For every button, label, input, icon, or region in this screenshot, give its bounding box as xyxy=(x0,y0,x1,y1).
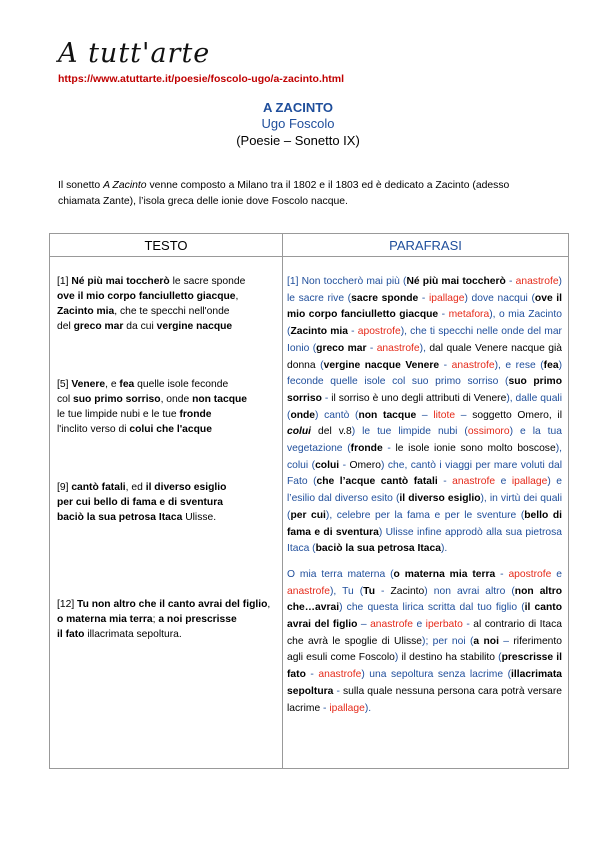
verse-segment: da cui xyxy=(123,321,157,332)
verse-segment: , onde xyxy=(160,394,193,405)
paraphrase-segment: al contrario di Itaca che avrà le spoglie di Ulisse xyxy=(287,619,562,647)
paraphrase-segment: - xyxy=(505,276,516,287)
figure-of-speech: anastrofe xyxy=(318,669,362,681)
verse-line xyxy=(57,407,279,422)
verse-segment: [12] xyxy=(57,599,78,610)
site-logo: A tutt'arte xyxy=(58,38,211,69)
paraphrase-segment: baciò la sua petrosa Itaca xyxy=(315,543,441,555)
verse-line xyxy=(57,289,279,304)
paraphrase-segment: - xyxy=(333,685,344,697)
paraphrase-segment: il destino ha stabilito xyxy=(401,652,496,664)
stanza-2 xyxy=(57,377,279,437)
paraphrase-segment: ) e la tua vegetazione ( xyxy=(287,426,562,455)
paraphrase-segment: Tu xyxy=(363,585,375,597)
verse-line xyxy=(57,274,279,289)
paraphrase-segment: - xyxy=(320,702,330,714)
figure-of-speech: ipallage xyxy=(511,476,548,488)
stanza-4 xyxy=(57,597,279,642)
poem-title: A ZACINTO xyxy=(262,100,334,115)
verse-line xyxy=(57,377,279,392)
paraphrase-segment: non altro che…avrai xyxy=(287,585,563,614)
paraphrase-segment: – xyxy=(498,635,514,647)
verse-segment: quelle isole feconde xyxy=(134,379,229,390)
paraphrase-segment: del v.8 xyxy=(311,426,352,438)
paraphrase-segment: ) xyxy=(394,652,402,664)
paraphrase-segment: - xyxy=(375,585,391,597)
verse-segment: le sacre sponde xyxy=(169,276,246,287)
poem-author: Ugo Foscolo xyxy=(261,116,335,131)
paraphrase-segment: riferimento agli esuli come Foscolo xyxy=(287,635,562,664)
verse-segment: [1] xyxy=(57,276,72,287)
verse-segment: Zacinto mia xyxy=(57,306,115,317)
paraphrase-segment: fronde xyxy=(350,443,383,455)
paraphrase-segment: le isole ionie sono molto boscose xyxy=(395,443,556,455)
paraphrase-segment: ) cantò ( xyxy=(315,409,359,421)
figure-of-speech: anastrofe xyxy=(376,342,420,354)
paraphrase-segment: ), o mia Zacinto ( xyxy=(287,309,562,338)
paraphrase-segment: – xyxy=(416,409,434,421)
verse-line xyxy=(57,480,279,495)
paraphrase-segment: - xyxy=(437,476,453,488)
paraphrase-segment: a noi xyxy=(473,635,499,647)
paraphrase-segment: ) Ulisse infine approdò alla sua pietrosa Itaca ( xyxy=(287,526,563,555)
figure-of-speech: apostrofe xyxy=(357,326,401,338)
paraphrase-segment: ), xyxy=(419,342,430,354)
figure-of-speech: litote xyxy=(433,409,456,421)
verse-segment: suo primo sorriso xyxy=(73,394,161,405)
paraphrase-segment: O mia terra materna ( xyxy=(287,568,394,580)
verse-segment: cantò fatali xyxy=(71,482,126,493)
figure-of-speech: iperbato xyxy=(425,619,463,631)
paraphrase-segment: ). xyxy=(440,543,448,555)
paraphrase-segment: colui xyxy=(315,459,340,471)
stanza-1 xyxy=(57,274,279,334)
paraphrase-segment: - xyxy=(382,443,396,455)
paraphrase-segment: il sorriso è uno degli attributi di Venere xyxy=(331,392,507,404)
paraphrase-segment: e xyxy=(551,568,562,580)
verse-segment: fronde xyxy=(179,409,212,420)
column-header-text: TESTO xyxy=(144,238,188,253)
verse-line xyxy=(57,319,279,334)
paraphrase-segment: ) feconde quelle isole col suo primo sorriso ( xyxy=(287,359,562,388)
paraphrase-segment: [1] Non toccherò mai più ( xyxy=(287,276,407,287)
verse-segment: Né più mai toccherò xyxy=(71,276,170,287)
paraphrase-segment: onde xyxy=(290,409,316,421)
verse-segment: per cui bello di fama e di sventura xyxy=(57,497,223,508)
paraphrase-segment: Zacinto mia xyxy=(290,326,348,338)
paraphrase-segment: – xyxy=(455,409,473,421)
paraphrase-paragraph-2 xyxy=(287,567,562,717)
source-url-link[interactable]: https://www.atuttarte.it/poesie/foscolo-ugo/a-zacinto.html xyxy=(58,73,345,85)
column-header-paraphrase: PARAFRASI xyxy=(389,238,462,253)
paraphrase-segment: bello di fama e di sventura xyxy=(287,509,562,538)
paraphrase-segment: ) non avrai altro ( xyxy=(424,585,515,597)
paraphrase-segment: ove il mio corpo fanciulletto giacque xyxy=(287,292,563,321)
column-divider xyxy=(282,234,283,768)
verse-segment: [9] xyxy=(57,482,72,493)
paraphrase-segment: - xyxy=(305,669,319,681)
verse-segment: , ed xyxy=(125,482,146,493)
paraphrase-segment: ) dove nacqui ( xyxy=(464,292,535,304)
paraphrase-segment: greco mar xyxy=(316,342,367,354)
figure-of-speech: anastrofe xyxy=(370,619,414,631)
paraphrase-segment: per cui xyxy=(290,509,326,521)
paraphrase-segment: soggetto Omero, il xyxy=(472,409,562,421)
paraphrase-segment: il canto avrai del figlio xyxy=(287,602,563,631)
verse-segment: o materna mia terra xyxy=(57,614,153,625)
verse-segment: , che te specchi nell'onde xyxy=(114,306,230,317)
verse-segment: Venere xyxy=(71,379,106,390)
verse-line xyxy=(57,510,279,525)
paraphrase-segment: ), in virtù dei quali ( xyxy=(287,493,562,521)
paraphrase-segment: sacre sponde xyxy=(351,292,419,304)
paraphrase-segment: e xyxy=(495,476,512,488)
paraphrase-segment: che l’acque cantò fatali xyxy=(316,476,438,488)
header-divider xyxy=(50,256,568,257)
verse-segment: ; xyxy=(152,614,159,625)
intro-poem-title: A Zacinto xyxy=(103,180,147,191)
verse-segment: , e xyxy=(105,379,120,390)
paraphrase-segment: colui xyxy=(287,426,312,438)
paraphrase-segment: o materna mia terra xyxy=(393,568,496,580)
paraphrase-paragraph-1 xyxy=(287,274,562,558)
paraphrase-segment: ) e l’esilio dal diverso esito ( xyxy=(287,476,562,505)
verse-segment: vergine nacque xyxy=(156,321,233,332)
paraphrase-segment: - xyxy=(339,459,350,471)
paraphrase-segment: ); per noi ( xyxy=(422,635,474,647)
verse-line xyxy=(57,597,279,612)
paraphrase-segment: ), Tu ( xyxy=(329,585,364,597)
paraphrase-segment: non tacque xyxy=(358,409,417,421)
paraphrase-segment: sulla quale nessuna persona cara potrà versare lacrime xyxy=(287,685,563,714)
paraphrase-segment: ) le sacre rive ( xyxy=(287,276,562,304)
verse-segment: non tacque xyxy=(192,394,247,405)
verse-segment: Ulisse. xyxy=(182,512,217,523)
paraphrase-segment: - xyxy=(347,326,358,338)
paraphrase-segment: suo primo sorriso xyxy=(287,376,562,404)
paraphrase-segment: ), e rese ( xyxy=(494,359,544,371)
paraphrase-segment: - xyxy=(418,292,429,304)
paraphrase-segment: ) che questa lirica scritta dal tuo figlio ( xyxy=(339,602,525,614)
verse-segment: ove il mio corpo fanciulletto giacque xyxy=(57,291,236,302)
paraphrase-segment: prescrisse il fato xyxy=(287,652,562,681)
intro-paragraph: Il sonetto A Zacinto venne composto a Milano tra il 1802 e il 1803 ed è dedicato a Zacinto (adesso chiamata Zante), l’isola greca delle ionie dove Foscolo nacque. xyxy=(58,180,510,207)
paraphrase-segment: ( xyxy=(315,359,324,371)
figure-of-speech: apostrofe xyxy=(508,568,552,580)
figure-of-speech: ossimoro xyxy=(467,426,510,438)
verse-segment: a noi prescrisse xyxy=(158,614,237,625)
figure-of-speech: metafora xyxy=(448,309,490,321)
figure-of-speech: anastrofe xyxy=(515,276,559,287)
paraphrase-segment: ). xyxy=(364,702,372,714)
verse-segment: baciò la sua petrosa Itaca xyxy=(57,512,183,523)
paraphrase-segment: - xyxy=(439,359,452,371)
paraphrase-segment: vergine nacque Venere xyxy=(323,359,440,371)
verse-line xyxy=(57,304,279,319)
verse-segment: greco mar xyxy=(73,321,124,332)
paraphrase-segment: - xyxy=(495,568,509,580)
figure-of-speech: ipallage xyxy=(428,292,465,304)
paraphrase-segment: - xyxy=(462,619,474,631)
paraphrase-segment: ), colui ( xyxy=(287,443,562,471)
verse-segment: [5] xyxy=(57,379,72,390)
verse-segment: illacrimata sepoltura. xyxy=(84,629,182,640)
paraphrase-segment: ), dalle quali ( xyxy=(287,392,562,421)
paraphrase-segment: ), celebre per la fama e per le sventure ( xyxy=(325,509,525,521)
paraphrase-segment: illacrimata sepoltura xyxy=(287,669,562,697)
verse-segment: il fato xyxy=(57,629,85,640)
paraphrase-text xyxy=(287,274,562,717)
verse-segment: , xyxy=(235,291,239,302)
paraphrase-segment: e xyxy=(413,619,426,631)
figure-of-speech: anastrofe xyxy=(452,476,496,488)
verse-segment: Tu non altro che il canto avrai del figlio xyxy=(77,599,268,610)
verse-line xyxy=(57,422,279,437)
verse-segment: col xyxy=(57,394,74,405)
verse-segment: le tue limpide nubi e le tue xyxy=(57,409,180,420)
poem-table xyxy=(49,233,569,769)
paraphrase-segment: Zacinto xyxy=(390,585,425,597)
paraphrase-segment: Né più mai toccherò xyxy=(406,276,506,287)
stanza-3 xyxy=(57,480,279,525)
verse-segment: fea xyxy=(119,379,135,390)
verse-line xyxy=(57,495,279,510)
paraphrase-segment: Omero xyxy=(349,459,381,471)
paraphrase-segment: - xyxy=(366,342,377,354)
paraphrase-segment: ) che, cantò i viaggi per mare voluti dal Fato ( xyxy=(287,459,563,488)
paraphrase-segment: ) una sepoltura senza lacrime ( xyxy=(361,669,512,681)
figure-of-speech: ipallage xyxy=(329,702,365,714)
figure-of-speech: anastrofe xyxy=(287,585,330,597)
paraphrase-segment: dal quale Venere nacque già donna xyxy=(287,342,562,371)
verse-segment: del xyxy=(57,321,74,332)
verse-segment: il diverso esiglio xyxy=(145,482,227,493)
poem-source: (Poesie – Sonetto IX) xyxy=(236,133,360,148)
verse-segment: l'inclito verso di xyxy=(57,424,130,435)
paraphrase-segment: il diverso esiglio xyxy=(399,493,481,505)
paraphrase-segment: ) le tue limpide nubi ( xyxy=(351,426,468,438)
verse-line xyxy=(57,612,279,627)
verse-line xyxy=(57,627,279,642)
paraphrase-segment: fea xyxy=(543,359,559,371)
paraphrase-segment: ( xyxy=(495,652,502,664)
verse-segment: , xyxy=(267,599,271,610)
verse-line xyxy=(57,392,279,407)
paraphrase-segment: - xyxy=(438,309,449,321)
verse-segment: colui che l'acque xyxy=(129,424,212,435)
paraphrase-segment: - xyxy=(321,392,332,404)
figure-of-speech: anastrofe xyxy=(451,359,495,371)
paraphrase-segment: ), che ti specchi nelle onde del mar Ionio ( xyxy=(287,326,562,354)
paraphrase-segment: – xyxy=(357,619,371,631)
